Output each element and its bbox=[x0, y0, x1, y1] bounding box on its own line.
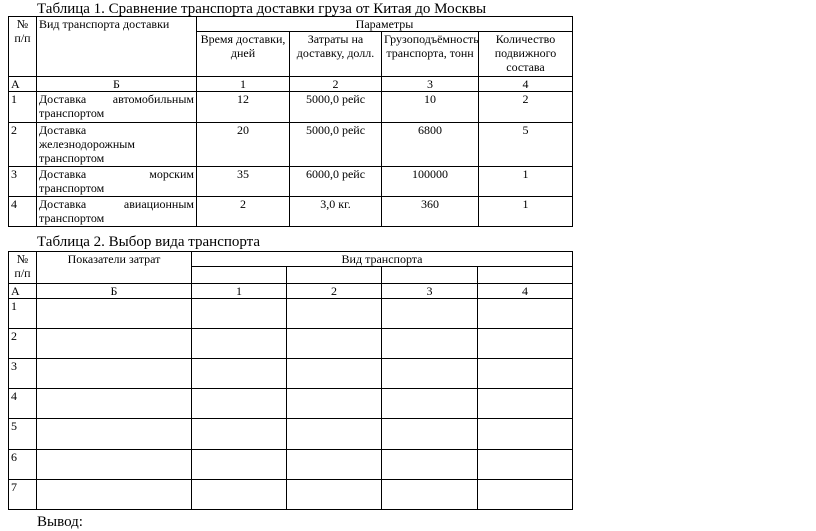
transport-comparison-table bbox=[8, 16, 573, 227]
rolling-stock: 1 bbox=[479, 167, 573, 197]
header-num: № п/п bbox=[9, 17, 37, 77]
transport-name-rest: транспортом bbox=[39, 211, 105, 225]
empty-cell bbox=[37, 389, 192, 419]
table-row bbox=[9, 480, 573, 510]
empty-cell bbox=[287, 419, 382, 450]
row-num: 1 bbox=[9, 299, 37, 329]
transport-name-line1: Доставка авиационным bbox=[39, 197, 194, 211]
header-capacity: Грузоподъёмность транспорта, тонн bbox=[382, 32, 479, 77]
empty-cell bbox=[478, 450, 573, 480]
table-row bbox=[9, 329, 573, 359]
capacity: 10 bbox=[382, 92, 479, 123]
rolling-stock: 5 bbox=[479, 123, 573, 167]
empty-cell bbox=[382, 267, 478, 284]
delivery-time: 35 bbox=[197, 167, 290, 197]
transport-name-line1: Доставка морским bbox=[39, 167, 194, 181]
transport-name bbox=[37, 197, 197, 227]
transport-name bbox=[37, 92, 197, 123]
index-cell: А bbox=[9, 77, 37, 92]
empty-cell bbox=[37, 359, 192, 389]
row-num: 5 bbox=[9, 419, 37, 450]
table1-caption: Таблица 1. Сравнение транспорта доставки груза от Китая до Москвы bbox=[37, 1, 487, 17]
row-num: 3 bbox=[9, 167, 37, 197]
row-num: 3 bbox=[9, 359, 37, 389]
table-row bbox=[9, 419, 573, 450]
delivery-cost: 5000,0 рейс bbox=[290, 123, 382, 167]
index-cell: 1 bbox=[192, 284, 287, 299]
empty-cell bbox=[478, 359, 573, 389]
delivery-cost: 5000,0 рейс bbox=[290, 92, 382, 123]
empty-cell bbox=[478, 389, 573, 419]
header-delivery-time: Время доставки, дней bbox=[197, 32, 290, 77]
empty-cell bbox=[37, 419, 192, 450]
header-rolling-stock: Количество подвижного состава bbox=[479, 32, 573, 77]
transport-name bbox=[37, 167, 197, 197]
table-row bbox=[9, 359, 573, 389]
index-cell: 4 bbox=[478, 284, 573, 299]
table2-caption: Таблица 2. Выбор вида транспорта bbox=[37, 234, 261, 250]
empty-cell bbox=[192, 419, 287, 450]
capacity: 6800 bbox=[382, 123, 479, 167]
rolling-stock: 1 bbox=[479, 197, 573, 227]
empty-cell bbox=[478, 329, 573, 359]
table-row bbox=[9, 389, 573, 419]
empty-cell bbox=[287, 329, 382, 359]
row-num: 2 bbox=[9, 123, 37, 167]
empty-cell bbox=[192, 389, 287, 419]
empty-cell bbox=[37, 450, 192, 480]
transport-name-rest: железнодорожным транспортом bbox=[39, 137, 135, 165]
header-transport-kind: Вид транспорта bbox=[192, 252, 573, 267]
header-cost-indicators: Показатели затрат bbox=[37, 252, 192, 284]
header-delivery-cost: Затраты на доставку, долл. bbox=[290, 32, 382, 77]
empty-cell bbox=[382, 419, 478, 450]
empty-cell bbox=[287, 299, 382, 329]
row-num: 7 bbox=[9, 480, 37, 510]
empty-cell bbox=[382, 389, 478, 419]
empty-cell bbox=[192, 329, 287, 359]
index-cell: 1 bbox=[197, 77, 290, 92]
empty-cell bbox=[382, 299, 478, 329]
transport-name bbox=[37, 123, 197, 167]
index-cell: 3 bbox=[382, 284, 478, 299]
delivery-time: 12 bbox=[197, 92, 290, 123]
header-transport-type: Вид транспорта доставки bbox=[37, 17, 197, 77]
row-num: 4 bbox=[9, 197, 37, 227]
transport-name-rest: транспортом bbox=[39, 106, 105, 120]
empty-cell bbox=[192, 267, 287, 284]
delivery-time: 2 bbox=[197, 197, 290, 227]
empty-cell bbox=[287, 480, 382, 510]
empty-cell bbox=[37, 299, 192, 329]
index-row bbox=[9, 77, 573, 92]
transport-choice-table bbox=[8, 251, 573, 510]
transport-name-line1: Доставка автомобильным bbox=[39, 92, 194, 106]
table-row bbox=[9, 450, 573, 480]
index-cell: 3 bbox=[382, 77, 479, 92]
row-num: 1 bbox=[9, 92, 37, 123]
empty-cell bbox=[192, 480, 287, 510]
row-num: 4 bbox=[9, 389, 37, 419]
transport-name-rest: транспортом bbox=[39, 181, 105, 195]
empty-cell bbox=[37, 480, 192, 510]
index-cell: 2 bbox=[290, 77, 382, 92]
empty-cell bbox=[287, 450, 382, 480]
table-row bbox=[9, 92, 573, 123]
header-num: № п/п bbox=[9, 252, 37, 284]
empty-cell bbox=[287, 359, 382, 389]
conclusion-label: Вывод: bbox=[37, 514, 83, 530]
delivery-cost: 6000,0 рейс bbox=[290, 167, 382, 197]
empty-cell bbox=[287, 389, 382, 419]
empty-cell bbox=[192, 299, 287, 329]
index-cell: Б bbox=[37, 77, 197, 92]
index-cell: А bbox=[9, 284, 37, 299]
delivery-time: 20 bbox=[197, 123, 290, 167]
empty-cell bbox=[382, 329, 478, 359]
empty-cell bbox=[478, 480, 573, 510]
empty-cell bbox=[478, 419, 573, 450]
empty-cell bbox=[478, 267, 573, 284]
empty-cell bbox=[192, 359, 287, 389]
table-row bbox=[9, 123, 573, 167]
rolling-stock: 2 bbox=[479, 92, 573, 123]
header-parameters: Параметры bbox=[197, 17, 573, 32]
index-cell: 4 bbox=[479, 77, 573, 92]
empty-cell bbox=[478, 299, 573, 329]
row-num: 6 bbox=[9, 450, 37, 480]
empty-cell bbox=[37, 329, 192, 359]
table-row bbox=[9, 167, 573, 197]
index-cell: Б bbox=[37, 284, 192, 299]
delivery-cost: 3,0 кг. bbox=[290, 197, 382, 227]
table-row bbox=[9, 299, 573, 329]
row-num: 2 bbox=[9, 329, 37, 359]
empty-cell bbox=[382, 480, 478, 510]
empty-cell bbox=[287, 267, 382, 284]
index-cell: 2 bbox=[287, 284, 382, 299]
empty-cell bbox=[382, 359, 478, 389]
table-row bbox=[9, 197, 573, 227]
empty-cell bbox=[382, 450, 478, 480]
capacity: 100000 bbox=[382, 167, 479, 197]
transport-name-line1: Доставка bbox=[39, 123, 87, 137]
empty-cell bbox=[192, 450, 287, 480]
capacity: 360 bbox=[382, 197, 479, 227]
index-row bbox=[9, 284, 573, 299]
